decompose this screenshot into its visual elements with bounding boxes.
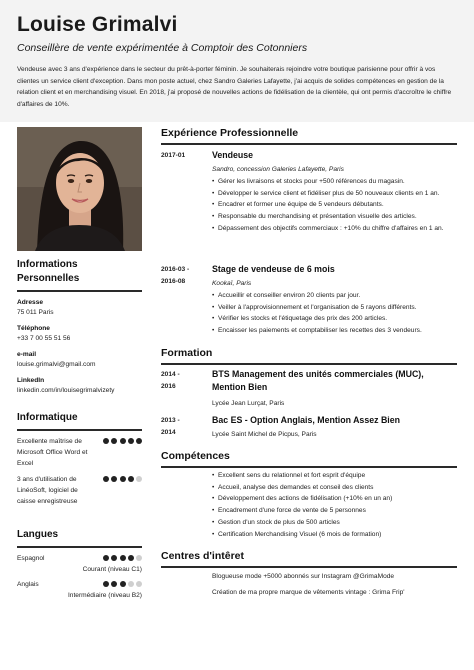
job-bullets <box>212 290 457 337</box>
formation-school: Lycée Jean Lurçat, Paris <box>212 400 285 407</box>
job-date-end: 2016-08 <box>161 278 186 285</box>
skill-bullet: • Encadrement d'une force de vente de 5 personnes <box>212 505 457 517</box>
filled-dot-icon <box>103 476 109 482</box>
interests-title: Centres d'intêret <box>161 550 245 562</box>
filled-dot-icon <box>103 555 109 561</box>
language-item <box>17 553 142 573</box>
languages-title: Langues <box>17 529 59 540</box>
filled-dot-icon <box>111 581 117 587</box>
language-level-dots <box>103 581 142 590</box>
profile-photo <box>17 127 142 251</box>
filled-dot-icon <box>103 438 109 444</box>
personal-info-section <box>17 258 142 394</box>
interest-item: Blogueuse mode +5000 abonnés sur Instagram @GrimaMode <box>212 573 395 580</box>
skills-section <box>161 450 457 544</box>
email-label: e-mail <box>17 351 37 358</box>
it-skill-row <box>17 474 142 507</box>
skills-title: Compétences <box>161 450 230 462</box>
linkedin-link[interactable]: linkedin.com/in/louisegrimalvizety <box>17 387 115 394</box>
filled-dot-icon <box>111 438 117 444</box>
address-label: Adresse <box>17 299 44 306</box>
it-skill-row <box>17 436 142 469</box>
formation-title-line: BTS Management des unités commerciales (MUC), <box>212 369 424 379</box>
skill-bullet: • Accueil, analyse des demandes et conseil des clients <box>212 482 457 494</box>
filled-dot-icon <box>128 438 134 444</box>
filled-dot-icon <box>136 438 142 444</box>
it-skill-name: 3 ans d'utilisation de LinéoSoft, logiciel de caisse enregistreuse <box>17 476 78 505</box>
job-bullet: • Encaisser les paiements et comptabiliser les recettes des 3 vendeurs. <box>212 325 457 337</box>
it-title: Informatique <box>17 412 78 423</box>
language-level-label: Courant (niveau C1) <box>82 566 142 573</box>
job-bullet: • Veiller à l'approvisionnement et l'organisation de 5 rayons différents. <box>212 302 457 314</box>
skill-level-dots <box>103 476 142 507</box>
skill-bullet: • Gestion d'un stock de plus de 500 articles <box>212 517 457 529</box>
formation-title-line: Mention Bien <box>212 382 268 392</box>
interest-item: Création de ma propre marque de vêtements vintage : Grima Frip' <box>212 589 405 596</box>
section-divider <box>17 546 142 548</box>
formation-school: Lycée Saint Michel de Picpus, Paris <box>212 431 317 438</box>
section-divider <box>161 143 457 145</box>
filled-dot-icon <box>128 476 134 482</box>
formation-date: 2014 - <box>161 371 180 378</box>
language-level-label: Intermédiaire (niveau B2) <box>67 592 142 599</box>
empty-dot-icon <box>136 555 142 561</box>
filled-dot-icon <box>120 581 126 587</box>
empty-dot-icon <box>136 476 142 482</box>
phone-value: +33 7 00 55 51 56 <box>17 335 71 342</box>
formation-date-end: 2016 <box>161 383 176 390</box>
skills-bullets <box>212 470 457 540</box>
linkedin-label: LinkedIn <box>17 377 45 384</box>
section-divider <box>17 290 142 292</box>
job-bullets <box>212 176 457 235</box>
filled-dot-icon <box>111 476 117 482</box>
job-title: Stage de vendeuse de 6 mois <box>212 264 335 274</box>
job-date: 2017-01 <box>161 152 186 159</box>
job-bullet: • Vérifier les stocks et l'étiquetage des prix des 200 articles. <box>212 313 457 325</box>
personal-info-title: Informations Personnelles <box>17 259 80 284</box>
formation-section <box>161 347 457 443</box>
empty-dot-icon <box>136 581 142 587</box>
formation-title-line: Bac ES - Option Anglais, Mention Assez Bien <box>212 415 401 425</box>
skill-level-dots <box>103 438 142 469</box>
skill-bullet: • Excellent sens du relationnel et fort esprit d'équipe <box>212 470 457 482</box>
language-name: Espagnol <box>17 555 45 562</box>
skill-bullet: • Certification Merchandising Visuel (6 mois de formation) <box>212 529 457 541</box>
empty-dot-icon <box>128 581 134 587</box>
job-title: Vendeuse <box>212 150 254 160</box>
phone-label: Téléphone <box>17 325 50 332</box>
interests-section <box>161 550 457 610</box>
header-band <box>0 0 474 122</box>
candidate-name: Louise Grimalvi <box>17 13 178 36</box>
filled-dot-icon <box>103 581 109 587</box>
it-section <box>17 411 142 507</box>
experience-section <box>161 127 457 347</box>
job-bullet: • Dépassement des objectifs commerciaux : +10% du chiffre d'affaires en 1 an. <box>212 223 457 235</box>
job-bullet: • Responsable du merchandising et présentation visuelle des articles. <box>212 211 457 223</box>
portrait-illustration <box>17 127 142 251</box>
job-bullet: • Gérer les livraisons et stocks pour +500 références du magasin. <box>212 176 457 188</box>
job-bullet: • Encadrer et former une équipe de 5 vendeurs débutants. <box>212 199 457 211</box>
filled-dot-icon <box>120 476 126 482</box>
formation-date-end: 2014 <box>161 429 176 436</box>
job-company: Kookaï, Paris <box>212 280 252 287</box>
job-date: 2016-03 - <box>161 266 190 273</box>
language-name: Anglais <box>17 581 39 588</box>
section-divider <box>161 466 457 468</box>
job-bullet: • Accueillir et conseiller environ 20 clients par jour. <box>212 290 457 302</box>
profile-summary: Vendeuse avec 3 ans d'expérience dans le secteur du prêt-à-porter féminin. Je souhaiterais rejoindre votre boutique parisienne pour offrir à vos clientes un service client d'exception. Dans mon poste actuel, chez Sandro Galeries Lafayette, j'ai acquis de solides compétences en gestion de la relation client et en merchandising visuel. En 2018, j'ai proposé de nouvelles actions de fidélisation de la clientèle, qui ont permis d'accroître le chiffre d'affaires de 10%. <box>17 66 452 108</box>
job-company: Sandro, concession Galeries Lafayette, Paris <box>212 166 344 173</box>
filled-dot-icon <box>120 438 126 444</box>
email-value[interactable]: louise.grimalvi@gmail.com <box>17 361 96 368</box>
job-bullet: • Développer le service client et fidéliser plus de 50 nouveaux clients en 1 an. <box>212 188 457 200</box>
languages-section <box>17 528 142 599</box>
address-value: 75 011 Paris <box>17 309 54 316</box>
language-item <box>17 579 142 599</box>
experience-title: Expérience Professionnelle <box>161 127 299 139</box>
it-skill-name: Excellente maîtrise de Microsoft Office Word et Excel <box>17 438 88 467</box>
skill-bullet: • Développement des actions de fidélisation (+10% en un an) <box>212 493 457 505</box>
filled-dot-icon <box>111 555 117 561</box>
filled-dot-icon <box>128 555 134 561</box>
candidate-subtitle: Conseillère de vente expérimentée à Comptoir des Cotonniers <box>17 42 308 54</box>
section-divider <box>161 363 457 365</box>
formation-date: 2013 - <box>161 417 180 424</box>
formation-title: Formation <box>161 347 213 359</box>
section-divider <box>17 429 142 431</box>
filled-dot-icon <box>120 555 126 561</box>
section-divider <box>161 566 457 568</box>
language-level-dots <box>103 555 142 564</box>
